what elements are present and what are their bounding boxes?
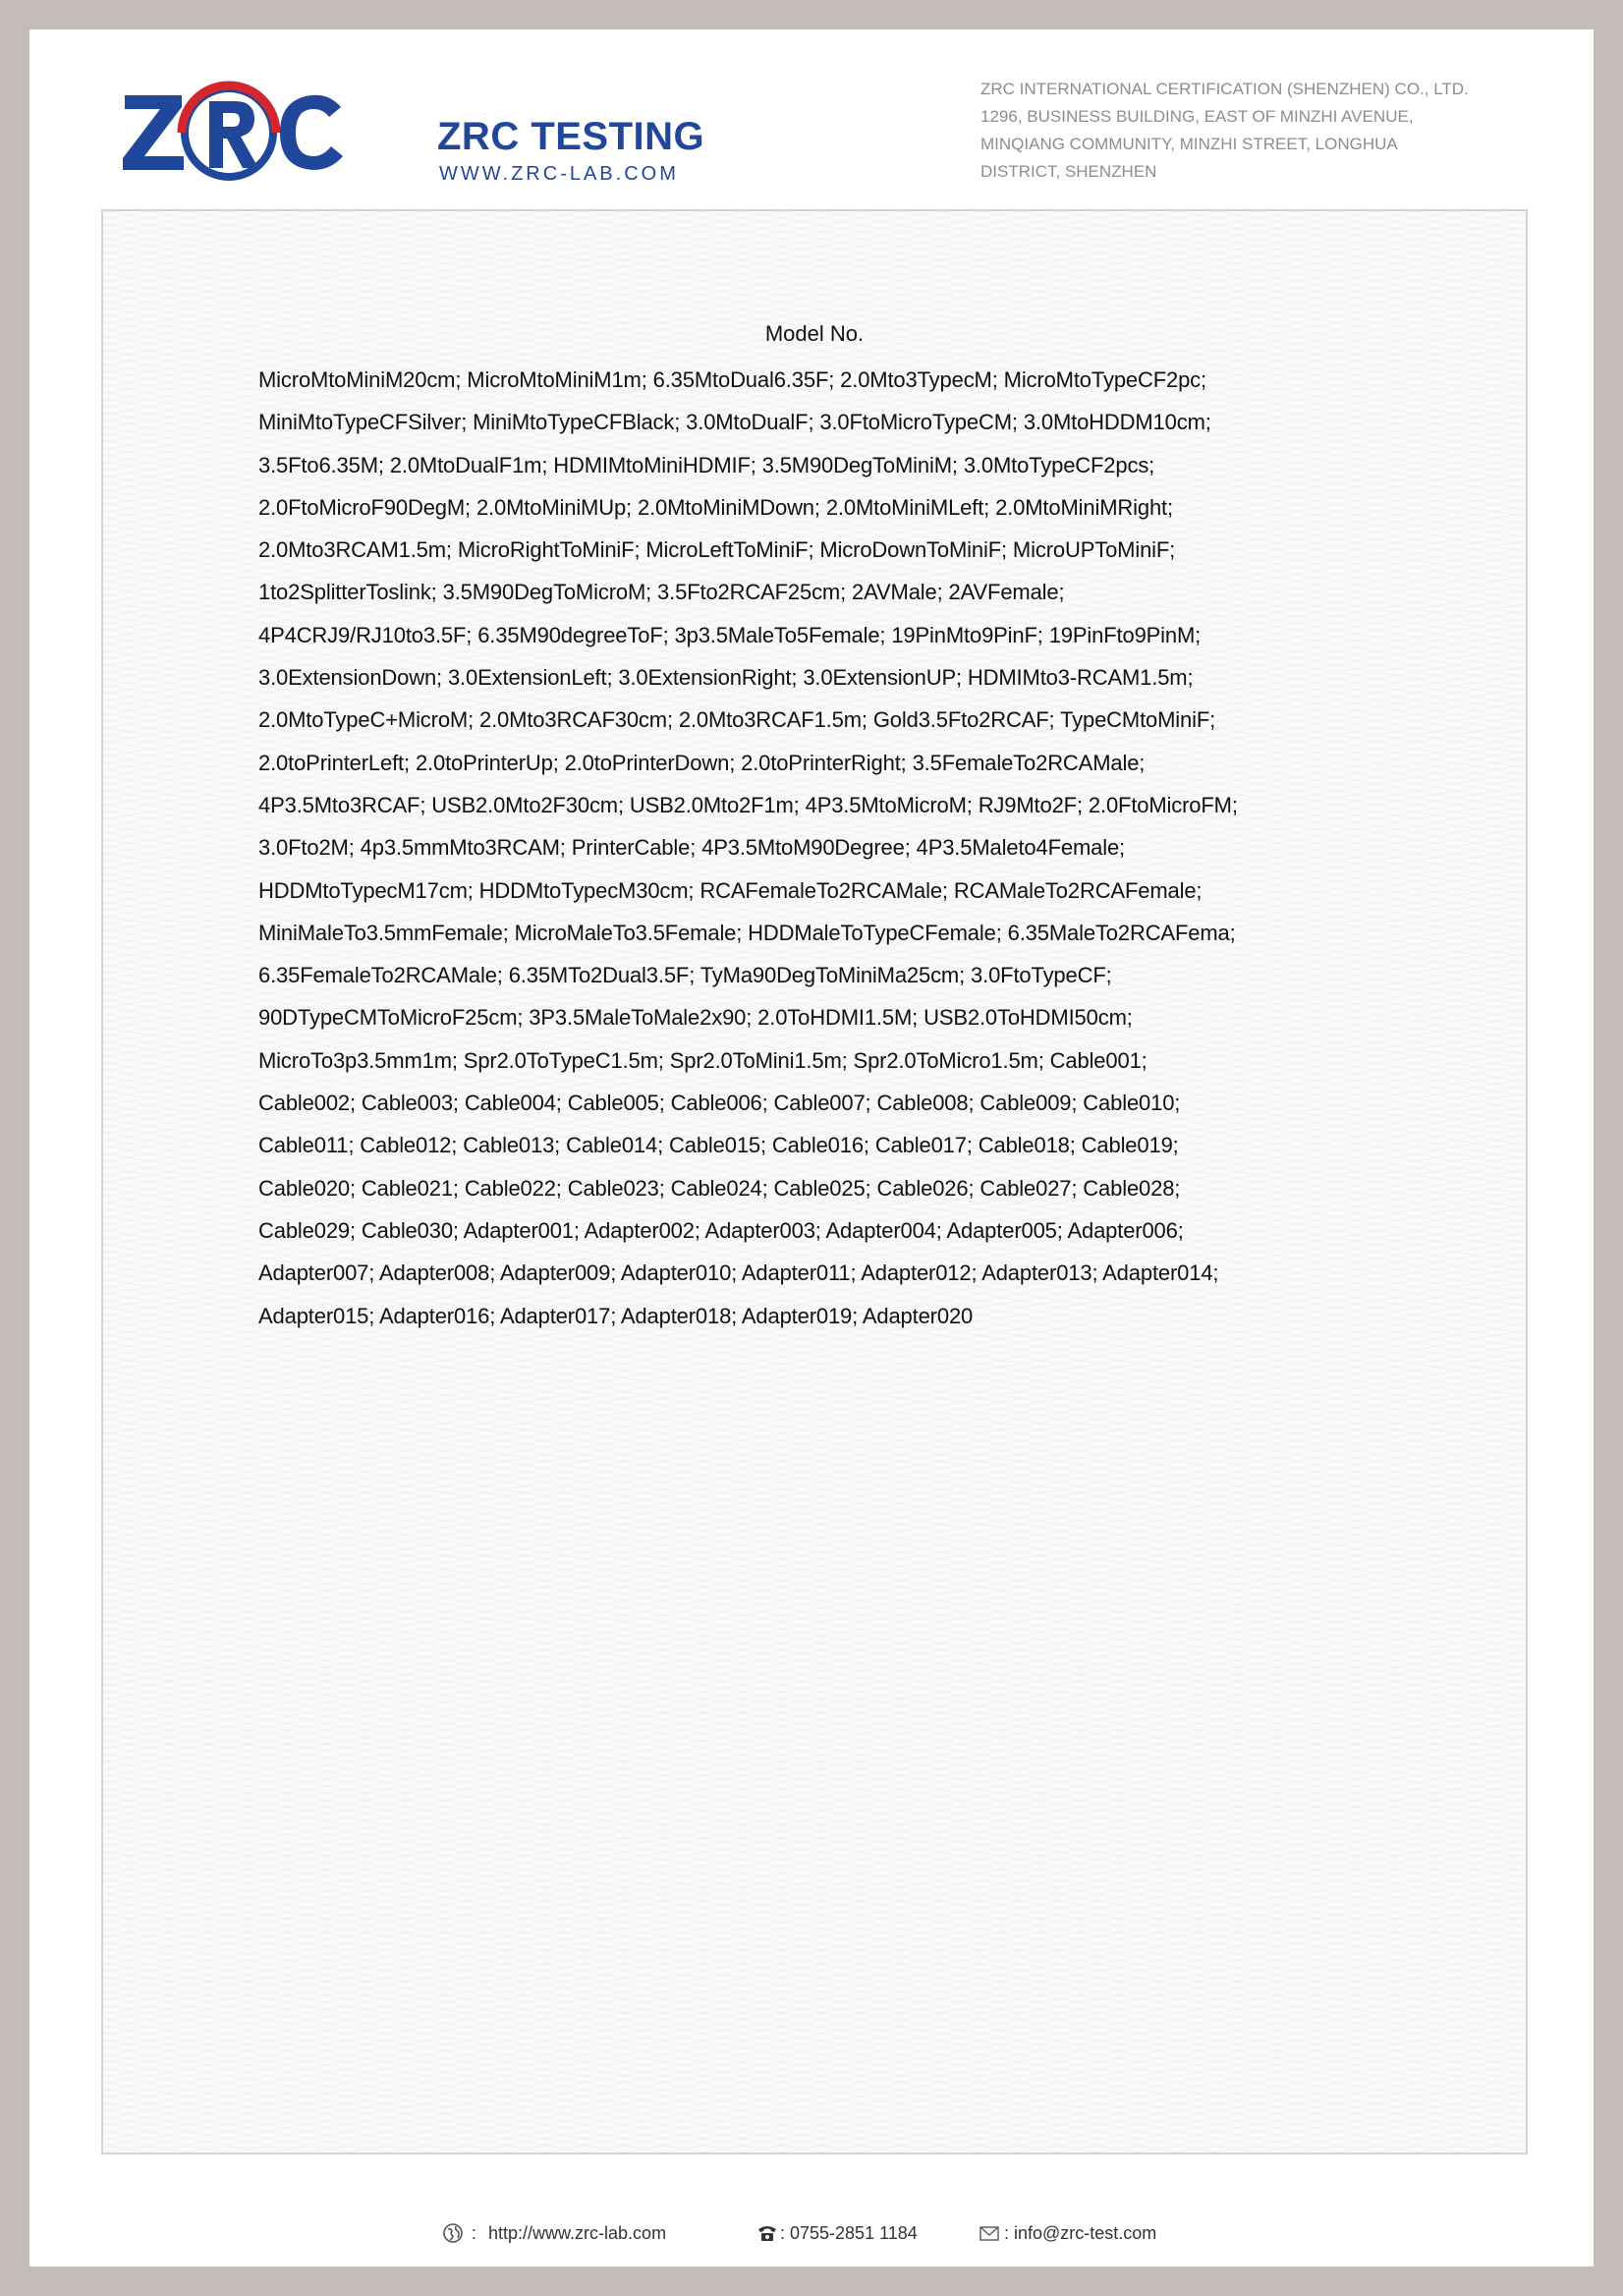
email-link[interactable]: : info@zrc-test.com xyxy=(1004,2222,1157,2243)
zrc-logo-mark xyxy=(121,74,347,182)
model-list-line: 1to2SplitterToslink; 3.5M90DegToMicroM; 3.5Fto2RCAF25cm; 2AVMale; 2AVFemale; xyxy=(258,580,1065,605)
model-list-line: 4P4CRJ9/RJ10to3.5F; 6.35M90degreeToF; 3p3.5MaleTo5Female; 19PinMto9PinF; 19PinFto9PinM; xyxy=(258,622,1202,647)
brand-logo xyxy=(121,74,705,185)
brand-name: ZRC TESTING xyxy=(437,115,705,158)
company-address-line: MINQIANG COMMUNITY, MINZHI STREET, LONGHUA xyxy=(980,135,1398,153)
model-list-line: 2.0toPrinterLeft; 2.0toPrinterUp; 2.0toPrinterDown; 2.0toPrinterRight; 3.5FemaleTo2RCAMale; xyxy=(258,750,1146,775)
company-address xyxy=(980,76,1527,186)
phone-number: : 0755-2851 1184 xyxy=(780,2222,918,2243)
footer-phone xyxy=(756,2222,918,2244)
model-list-line: 2.0Mto3RCAM1.5m; MicroRightToMiniF; MicroLeftToMiniF; MicroDownToMiniF; MicroUPToMiniF; xyxy=(258,537,1176,563)
company-address-line: ZRC INTERNATIONAL CERTIFICATION (SHENZHEN) CO., LTD. xyxy=(980,80,1469,98)
globe-icon xyxy=(442,2222,464,2244)
company-address-line: DISTRICT, SHENZHEN xyxy=(980,162,1157,181)
model-list-line: 90DTypeCMToMicroF25cm; 3P3.5MaleToMale2x90; 2.0ToHDMI1.5M; USB2.0ToHDMI50cm; xyxy=(258,1005,1133,1031)
footer-email xyxy=(979,2222,1156,2244)
model-list-line: Adapter007; Adapter008; Adapter009; Adapter010; Adapter011; Adapter012; Adapter013; Adapter014; xyxy=(258,1260,1219,1286)
company-address-line: 1296, BUSINESS BUILDING, EAST OF MINZHI AVENUE, xyxy=(980,107,1414,126)
model-list-line: 2.0FtoMicroF90DegM; 2.0MtoMiniMUp; 2.0MtoMiniMDown; 2.0MtoMiniMLeft; 2.0MtoMiniMRight; xyxy=(258,494,1173,520)
model-list-line: 6.35FemaleTo2RCAMale; 6.35MTo2Dual3.5F; TyMa90DegToMiniMa25cm; 3.0FtoTypeCF; xyxy=(258,963,1112,988)
model-list xyxy=(258,359,1467,1337)
model-list-line: Cable002; Cable003; Cable004; Cable005; Cable006; Cable007; Cable008; Cable009; Cable010; xyxy=(258,1091,1181,1116)
website-prefix: : xyxy=(472,2222,477,2243)
model-list-line: 2.0MtoTypeC+MicroM; 2.0Mto3RCAF30cm; 2.0Mto3RCAF1.5m; Gold3.5Fto2RCAF; TypeCMtoMiniF; xyxy=(258,707,1216,733)
model-list-line: 3.0Fto2M; 4p3.5mmMto3RCAM; PrinterCable; 4P3.5MtoM90Degree; 4P3.5Maleto4Female; xyxy=(258,835,1125,861)
phone-icon xyxy=(756,2222,778,2244)
model-list-line: HDDMtoTypecM17cm; HDDMtoTypecM30cm; RCAFemaleTo2RCAMale; RCAMaleTo2RCAFemale; xyxy=(258,877,1203,903)
model-list-line: Cable029; Cable030; Adapter001; Adapter002; Adapter003; Adapter004; Adapter005; Adapter006; xyxy=(258,1217,1184,1243)
content-panel xyxy=(101,209,1528,2155)
model-list-line: Adapter015; Adapter016; Adapter017; Adapter018; Adapter019; Adapter020 xyxy=(258,1303,974,1328)
model-list-line: 4P3.5Mto3RCAF; USB2.0Mto2F30cm; USB2.0Mto2F1m; 4P3.5MtoMicroM; RJ9Mto2F; 2.0FtoMicroFM; xyxy=(258,792,1238,817)
footer-website xyxy=(442,2222,666,2244)
brand-url: WWW.ZRC-LAB.COM xyxy=(439,163,679,185)
model-list-line: MiniMaleTo3.5mmFemale; MicroMaleTo3.5Female; HDDMaleToTypeCFemale; 6.35MaleTo2RCAFema; xyxy=(258,920,1236,945)
document-page xyxy=(29,29,1594,2267)
footer xyxy=(29,2214,1594,2254)
model-list-line: 3.5Fto6.35M; 2.0MtoDualF1m; HDMIMtoMiniHDMIF; 3.5M90DegToMiniM; 3.0MtoTypeCF2pcs; xyxy=(258,452,1155,477)
mail-icon xyxy=(979,2222,1000,2244)
model-no-title: Model No. xyxy=(764,321,865,346)
model-list-line: MicroMtoMiniM20cm; MicroMtoMiniM1m; 6.35MtoDual6.35F; 2.0Mto3TypecM; MicroMtoTypeCF2pc; xyxy=(258,367,1206,392)
model-list-line: 3.0ExtensionDown; 3.0ExtensionLeft; 3.0ExtensionRight; 3.0ExtensionUP; HDMIMto3-RCAM1.5m; xyxy=(258,665,1194,691)
model-list-line: MicroTo3p3.5mm1m; Spr2.0ToTypeC1.5m; Spr2.0ToMini1.5m; Spr2.0ToMicro1.5m; Cable001; xyxy=(258,1047,1147,1073)
model-list-line: Cable020; Cable021; Cable022; Cable023; Cable024; Cable025; Cable026; Cable027; Cable028; xyxy=(258,1175,1181,1201)
website-link[interactable]: http://www.zrc-lab.com xyxy=(488,2222,667,2243)
model-list-line: MiniMtoTypeCFSilver; MiniMtoTypeCFBlack; 3.0MtoDualF; 3.0FtoMicroTypeCM; 3.0MtoHDDM10cm; xyxy=(258,410,1211,435)
model-list-line: Cable011; Cable012; Cable013; Cable014; Cable015; Cable016; Cable017; Cable018; Cable019; xyxy=(258,1133,1179,1158)
